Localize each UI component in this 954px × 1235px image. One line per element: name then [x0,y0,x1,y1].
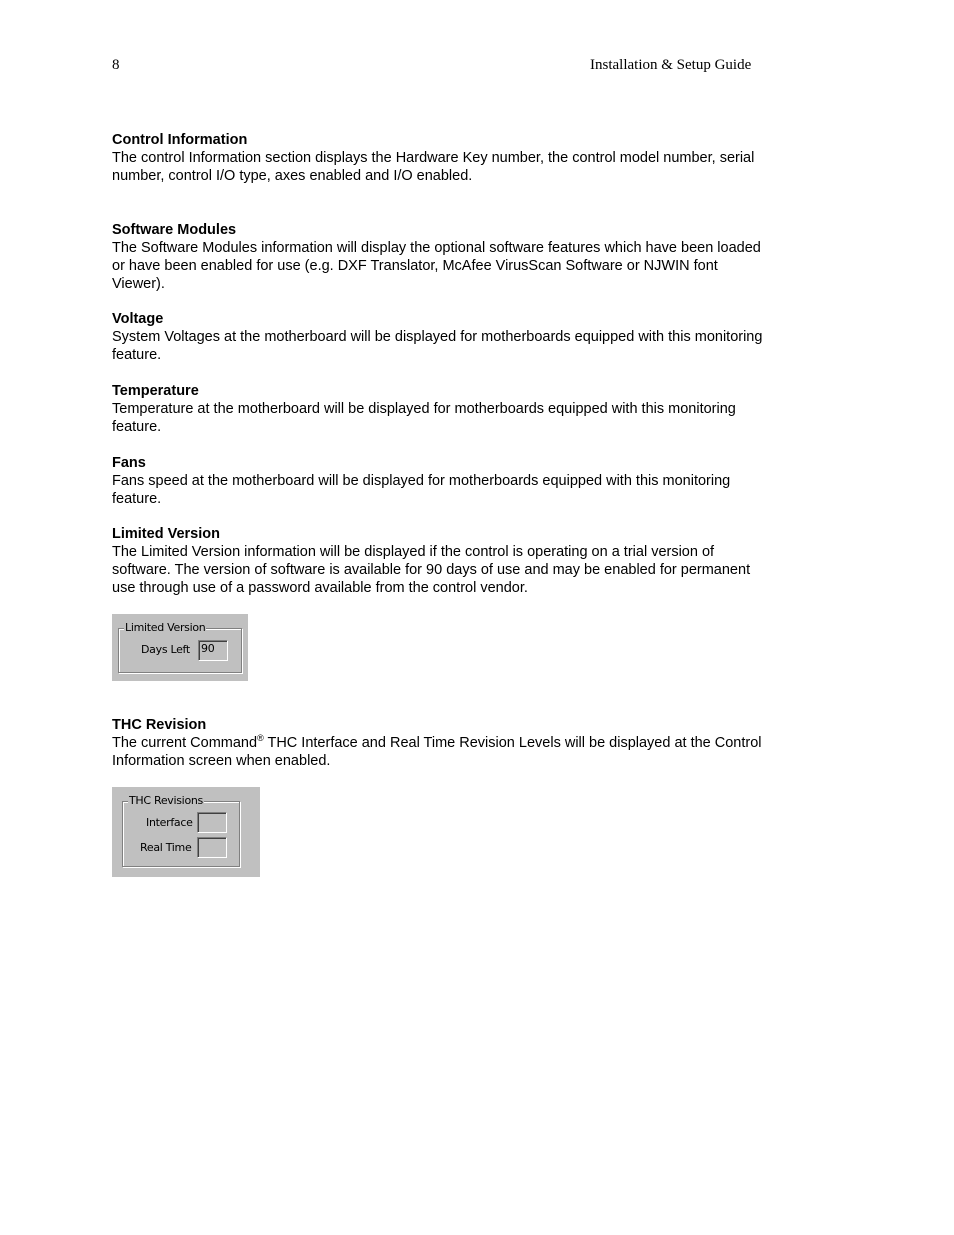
limited-version-groupbox [118,621,242,673]
paragraph-line: The control Information section displays the Hardware Key number, the control model number, serial [112,150,755,166]
section-control-information [112,131,824,185]
section-voltage [112,310,824,364]
real-time-field [197,837,227,858]
heading-limited-version: Limited Version [112,526,220,542]
paragraph-control-information [112,149,824,185]
real-time-label: Real Time [140,841,192,854]
page-number: 8 [112,57,120,73]
paragraph-line: use through use of a password available from the control vendor. [112,580,528,596]
paragraph-software-modules [112,239,824,293]
interface-field [197,812,227,833]
paragraph-text: THC Interface and Real Time Revision Levels will be displayed at the Control [263,735,762,751]
paragraph-line: The Limited Version information will be displayed if the control is operating on a trial version of [112,544,715,560]
heading-software-modules: Software Modules [112,222,237,238]
registered-mark: ® [257,733,264,743]
paragraph-line: software. The version of software is available for 90 days of use and may be enabled for permanent [112,562,751,578]
limited-version-group-title: Limited Version [125,621,206,634]
paragraph-line: Information screen when enabled. [112,753,331,769]
paragraph-line: System Voltages at the motherboard will be displayed for motherboards equipped with this monitoring [112,329,763,345]
thc-revisions-groupbox [122,794,240,867]
paragraph-line: Viewer). [112,276,165,292]
section-fans [112,454,824,508]
paragraph-line: feature. [112,491,162,507]
interface-label: Interface [146,816,193,829]
heading-fans: Fans [112,455,146,471]
heading-voltage: Voltage [112,311,164,327]
paragraph-voltage [112,328,824,364]
paragraph-line [112,734,824,752]
thc-revisions-panel [112,787,260,877]
paragraph-fans [112,472,824,508]
paragraph-thc-revision [112,734,824,770]
paragraph-line: Fans speed at the motherboard will be displayed for motherboards equipped with this monitoring [112,473,731,489]
running-header-title: Installation & Setup Guide [590,57,752,73]
section-software-modules [112,221,824,293]
paragraph-line: or have been enabled for use (e.g. DXF Translator, McAfee VirusScan Software or NJWIN font [112,258,718,274]
section-temperature [112,382,824,436]
paragraph-line: feature. [112,419,162,435]
heading-thc-revision: THC Revision [112,717,207,733]
paragraph-line: The Software Modules information will display the optional software features which have been loaded [112,240,761,256]
section-thc-revision [112,716,824,770]
heading-control-information: Control Information [112,132,248,148]
days-left-label: Days Left [141,643,190,656]
paragraph-limited-version [112,543,824,597]
thc-revisions-group-title: THC Revisions [129,794,203,807]
paragraph-line: feature. [112,347,162,363]
days-left-field: 90 [198,640,228,661]
section-limited-version [112,525,824,597]
paragraph-temperature [112,400,824,436]
paragraph-line: Temperature at the motherboard will be displayed for motherboards equipped with this monitoring [112,401,736,417]
limited-version-panel [112,614,248,681]
heading-temperature: Temperature [112,383,199,399]
paragraph-line: number, control I/O type, axes enabled and I/O enabled. [112,168,473,184]
paragraph-text: The current Command [112,735,258,751]
